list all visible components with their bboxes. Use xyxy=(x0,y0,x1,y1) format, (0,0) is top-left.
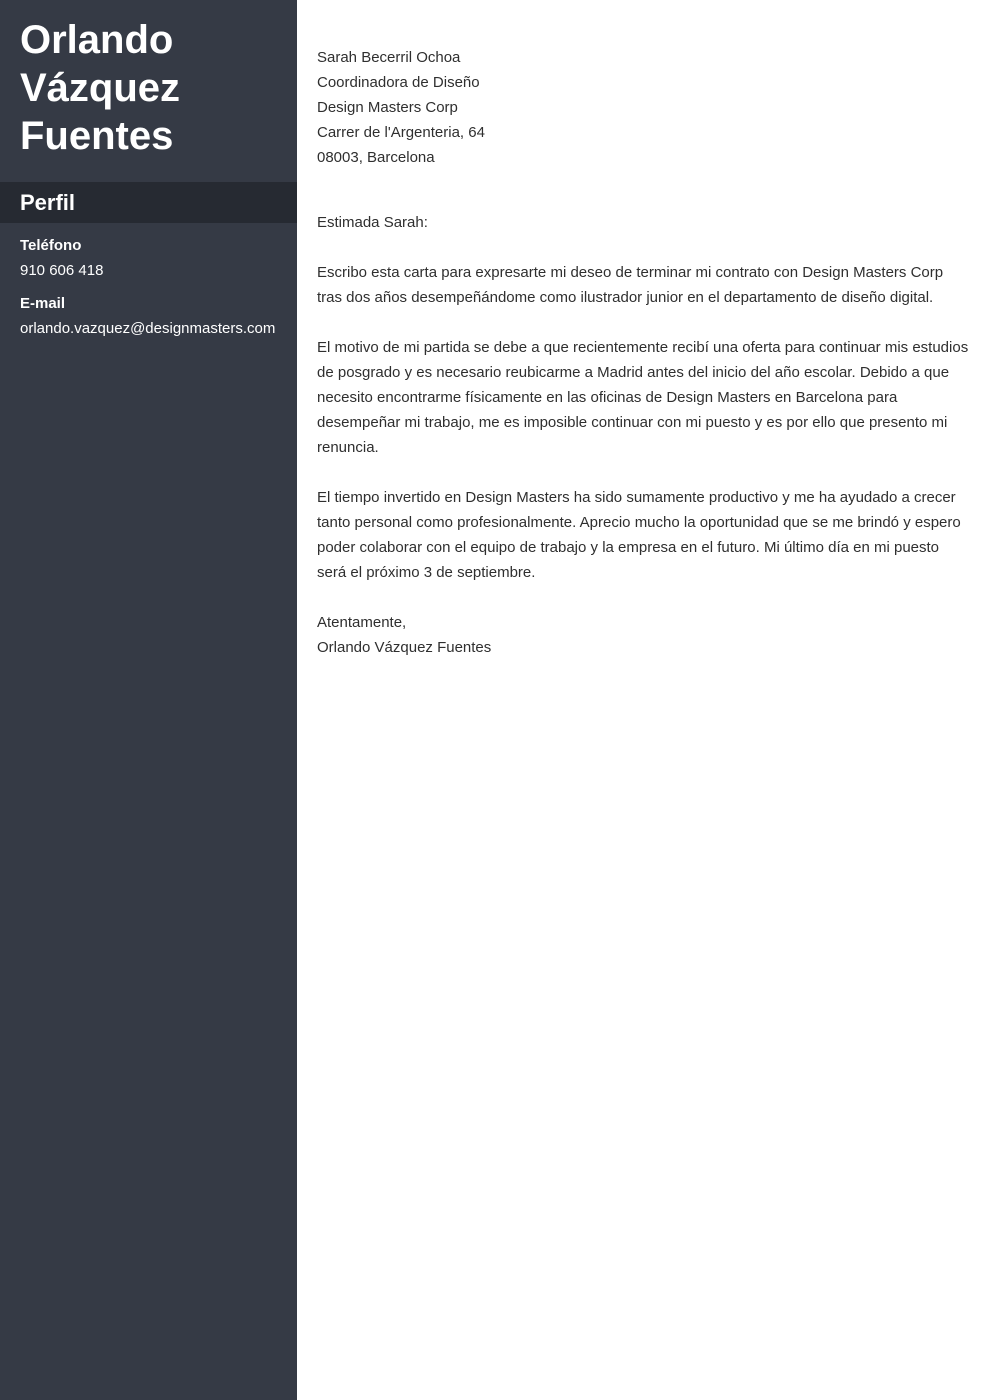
letter-paragraph: El motivo de mi partida se debe a que recientemente recibí una oferta para continuar mis estudios de posgrado y es necesario reubicarme a Madrid antes del inicio del año escolar. Debido a que necesito encontrarme físicamente en las oficinas de Design Masters en Barcelona para desempeñar mi trabajo, me es imposible continuar con mi puesto y es por ello que presento mi renuncia. xyxy=(317,339,969,456)
recipient-city: 08003, Barcelona xyxy=(317,149,435,166)
letter-paragraph: Escribo esta carta para expresarte mi deseo de terminar mi contrato con Design Masters Corp tras dos años desempeñándome como ilustrador junior en el departamento de diseño digital. xyxy=(317,264,944,306)
closing xyxy=(317,610,972,660)
candidate-name xyxy=(0,0,297,160)
profile-section-header xyxy=(0,182,297,223)
phone-value: 910 606 418 xyxy=(20,262,104,279)
salutation: Estimada Sarah: xyxy=(317,214,428,231)
signature-name: Orlando Vázquez Fuentes xyxy=(317,639,492,656)
phone-label: Teléfono xyxy=(20,237,82,254)
recipient-street: Carrer de l'Argenteria, 64 xyxy=(317,124,485,141)
email-value: orlando.vazquez@designmasters.com xyxy=(20,320,276,337)
recipient-company: Design Masters Corp xyxy=(317,99,458,116)
candidate-name-line: Orlando xyxy=(20,18,174,62)
letter-body xyxy=(317,45,972,660)
recipient-role: Coordinadora de Diseño xyxy=(317,74,480,91)
sidebar xyxy=(0,0,297,1400)
recipient-block xyxy=(317,45,972,170)
letter-paragraph: El tiempo invertido en Design Masters ha sido sumamente productivo y me ha ayudado a crecer tanto personal como profesionalmente. Aprecio mucho la oportunidad que se me brindó y espero poder colaborar con el equipo de trabajo y la empresa en el futuro. Mi último día en mi puesto será el próximo 3 de septiembre. xyxy=(317,489,961,581)
profile-section-title: Perfil xyxy=(20,190,76,215)
candidate-name-line: Fuentes xyxy=(20,114,174,158)
email-label: E-mail xyxy=(20,295,66,312)
contact-info xyxy=(20,233,290,349)
recipient-name: Sarah Becerril Ochoa xyxy=(317,49,461,66)
closing-phrase: Atentamente, xyxy=(317,614,407,631)
candidate-name-line: Vázquez xyxy=(20,66,181,110)
